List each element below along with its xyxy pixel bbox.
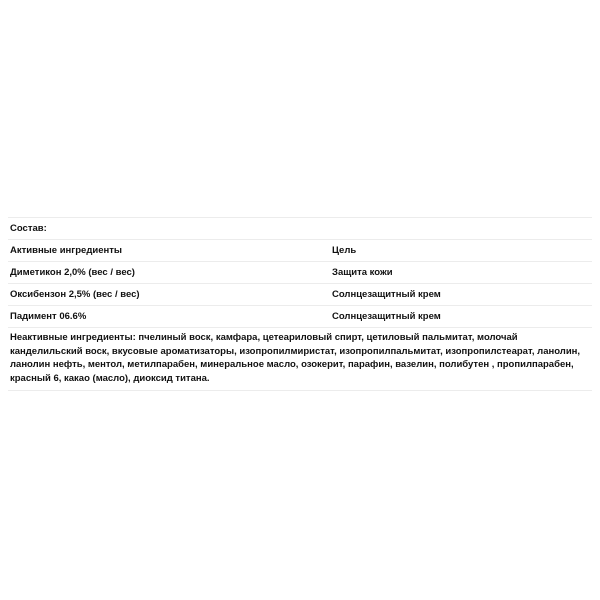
ingredient-name: Диметикон 2,0% (вес / вес) [10, 267, 135, 278]
ingredient-purpose: Защита кожи [332, 267, 393, 278]
composition-title: Состав: [10, 223, 47, 234]
inactive-ingredients-text: Неактивные ингредиенты: пчелиный воск, камфара, цетеариловый спирт, цетиловый пальмитат, молочай канделильский воск, вкусовые ароматизаторы, изопропилмиристат, изопропилпальмитат, изопропилстеарат, ланолин, ланолин нефть, ментол, метилпарабен, минеральное масло, озокерит, парафин, вазелин, полибутен , пропилпарабен, красный 6, какао (масло), диоксид титана. [10, 332, 581, 384]
ingredient-name: Падимент 06.6% [10, 311, 87, 322]
active-ingredients-header: Активные ингредиенты [10, 245, 123, 256]
table-row [8, 305, 592, 327]
ingredient-name: Оксибензон 2,5% (вес / вес) [10, 289, 140, 300]
inactive-ingredients-row [8, 327, 592, 391]
ingredient-purpose: Солнцезащитный крем [332, 311, 441, 322]
table-row [8, 283, 592, 305]
ingredient-purpose: Солнцезащитный крем [332, 289, 441, 300]
purpose-header: Цель [332, 245, 357, 256]
ingredients-table [8, 217, 592, 391]
table-row [8, 261, 592, 283]
table-header-row [8, 239, 592, 261]
composition-title-row [8, 217, 592, 239]
